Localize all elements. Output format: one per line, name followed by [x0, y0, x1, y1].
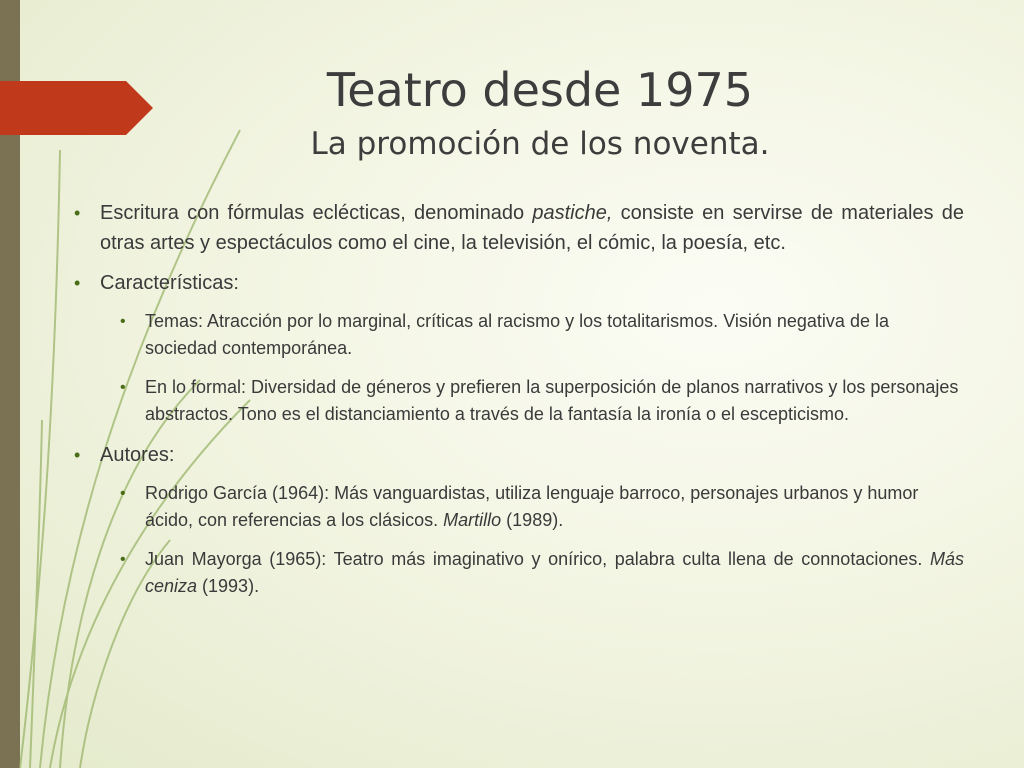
intro-emph: pastiche,: [532, 202, 613, 224]
slide-title: Teatro desde 1975: [326, 63, 754, 117]
rodrigo-work: Martillo: [443, 510, 502, 530]
slide-subtitle: La promoción de los noventa.: [310, 126, 770, 162]
bullet-dot: •: [74, 203, 81, 223]
intro-text-before: Escritura con fórmulas eclécticas, denominado: [100, 202, 533, 224]
mayorga-text: Juan Mayorga (1965): Teatro más imaginativo y onírico, palabra culta llena de connotaciones.: [145, 549, 930, 569]
bullet-dot: •: [120, 485, 126, 502]
formal-text: En lo formal: Diversidad de géneros y prefieren la superposición de planos narrativos y los personajes abstractos. Tono es el distanciamiento a través de la fantasía la ironía o el escepticismo.: [145, 377, 959, 424]
bullet-autores: [74, 440, 964, 470]
mayorga-year: (1993).: [197, 576, 260, 596]
caracteristicas-heading: Características:: [100, 272, 239, 294]
bullet-dot: •: [120, 379, 126, 396]
mayorga-work: Más ceniza: [145, 549, 964, 596]
bullet-intro: [74, 198, 964, 258]
bullet-dot: •: [74, 273, 81, 293]
slide-body: [74, 198, 964, 612]
bullet-dot: •: [74, 445, 81, 465]
title-arrow-tab: [0, 81, 153, 135]
rodrigo-text: Rodrigo García (1964): Más vanguardistas, utiliza lenguaje barroco, personajes urbanos y humor ácido, con referencias a los clásicos.: [145, 483, 919, 530]
bullet-dot: •: [120, 551, 126, 568]
sub-bullet-formal: [120, 374, 964, 428]
rodrigo-year: (1989).: [501, 510, 564, 530]
sub-bullet-rodrigo-garcia: [120, 480, 964, 534]
bullet-dot: •: [120, 313, 126, 330]
bullet-caracteristicas: [74, 268, 964, 298]
intro-text-after: consiste en servirse de materiales de otras artes y espectáculos como el cine, la televisión, el cómic, la poesía, etc.: [100, 202, 964, 254]
sub-bullet-juan-mayorga: [120, 546, 964, 600]
temas-text: Temas: Atracción por lo marginal, críticas al racismo y los totalitarismos. Visión negativa de la sociedad contemporánea.: [145, 311, 889, 358]
autores-heading: Autores:: [100, 444, 175, 466]
sub-bullet-temas: [120, 308, 964, 362]
